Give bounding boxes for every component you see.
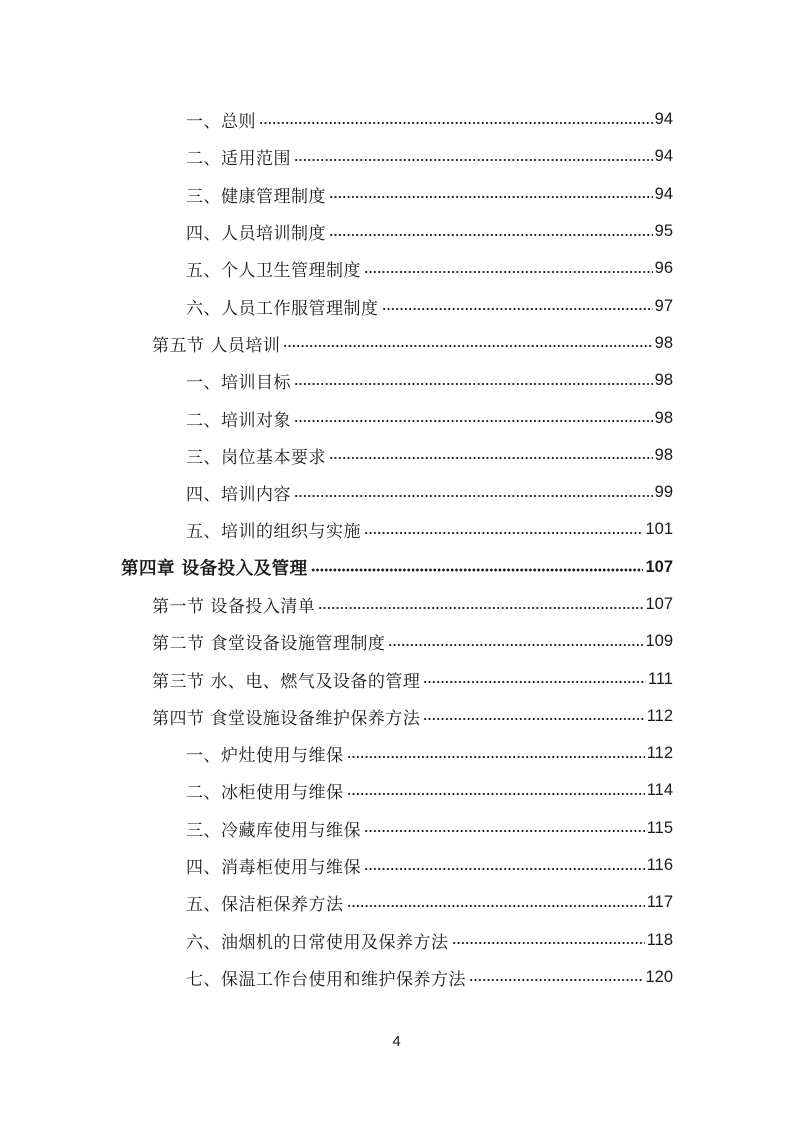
toc-section-entry[interactable] xyxy=(0,586,793,623)
toc-entry-title: 二、培训对象 xyxy=(186,410,291,431)
toc-entry-page: 97 xyxy=(654,296,673,315)
toc-entry-title: 二、冰柜使用与维保 xyxy=(186,783,344,804)
toc-entry[interactable] xyxy=(0,437,793,474)
toc-entry-page: 98 xyxy=(654,333,673,352)
toc-entry[interactable] xyxy=(0,399,793,436)
toc-entry-title: 第五节 人员培训 xyxy=(152,335,281,356)
toc-dot-leader xyxy=(294,418,653,424)
toc-entry-page: 107 xyxy=(645,595,673,613)
toc-entry-page: 112 xyxy=(646,744,673,763)
toc-entry-title: 五、培训的组织与实施 xyxy=(186,522,361,543)
toc-entry-title: 一、总则 xyxy=(186,112,256,133)
toc-entry-page: 98 xyxy=(654,371,673,390)
toc-dot-leader xyxy=(294,493,653,499)
toc-entry[interactable] xyxy=(0,884,793,921)
toc-section-entry[interactable] xyxy=(0,698,793,735)
toc-entry-page: 95 xyxy=(654,222,673,241)
toc-entry-title: 三、冷藏库使用与维保 xyxy=(186,820,361,841)
toc-entry-title: 第四节 食堂设施设备维护保养方法 xyxy=(152,708,421,729)
toc-dot-leader xyxy=(364,530,643,536)
toc-entry-title: 三、健康管理制度 xyxy=(186,186,326,207)
toc-entry-title: 七、保温工作台使用和维护保养方法 xyxy=(186,969,466,990)
toc-entry[interactable] xyxy=(0,511,793,548)
page-number: 4 xyxy=(392,1033,401,1050)
toc-entry-page: 109 xyxy=(645,632,673,651)
toc-dot-leader xyxy=(423,716,644,722)
toc-entry[interactable] xyxy=(0,735,793,772)
toc-entry[interactable] xyxy=(0,959,793,996)
toc-entry-title: 一、培训目标 xyxy=(186,373,291,394)
toc-entry-page: 94 xyxy=(654,184,673,203)
toc-section-entry[interactable] xyxy=(0,325,793,362)
toc-dot-leader xyxy=(469,977,643,983)
toc-entry-page: 118 xyxy=(646,930,673,949)
toc-entry[interactable] xyxy=(0,176,793,213)
toc-dot-leader xyxy=(452,940,645,946)
toc-dot-leader xyxy=(388,642,643,648)
toc-entry[interactable] xyxy=(0,250,793,287)
toc-entry[interactable] xyxy=(0,101,793,138)
toc-entry-page: 98 xyxy=(654,408,673,427)
toc-entry-page: 120 xyxy=(645,967,673,986)
toc-dot-leader xyxy=(329,232,653,238)
toc-entry-page: 94 xyxy=(654,147,673,166)
toc-dot-leader xyxy=(364,269,653,275)
toc-entry-title: 六、人员工作服管理制度 xyxy=(186,298,379,319)
toc-entry-page: 112 xyxy=(646,706,673,725)
table-of-contents xyxy=(0,101,793,996)
toc-entry[interactable] xyxy=(0,847,793,884)
toc-entry-title: 四、培训内容 xyxy=(186,485,291,506)
toc-entry-title: 五、个人卫生管理制度 xyxy=(186,261,361,282)
toc-entry-title: 一、炉灶使用与维保 xyxy=(186,746,344,767)
toc-entry-title: 四、消毒柜使用与维保 xyxy=(186,858,361,879)
toc-entry-title: 第四章 设备投入及管理 xyxy=(121,558,308,579)
toc-dot-leader xyxy=(364,866,645,872)
toc-dot-leader xyxy=(294,157,653,163)
toc-dot-leader xyxy=(259,120,653,126)
toc-dot-leader xyxy=(347,754,645,760)
toc-dot-leader xyxy=(329,194,653,200)
toc-entry-title: 第三节 水、电、燃气及设备的管理 xyxy=(152,671,421,692)
toc-entry[interactable] xyxy=(0,362,793,399)
toc-dot-leader xyxy=(329,455,653,461)
toc-dot-leader xyxy=(318,605,643,611)
toc-entry[interactable] xyxy=(0,922,793,959)
toc-entry[interactable] xyxy=(0,772,793,809)
toc-entry-page: 114 xyxy=(646,781,673,800)
toc-entry-title: 四、人员培训制度 xyxy=(186,224,326,245)
toc-entry[interactable] xyxy=(0,474,793,511)
toc-entry[interactable] xyxy=(0,138,793,175)
toc-entry-page: 99 xyxy=(654,483,673,502)
toc-entry-page: 117 xyxy=(646,893,673,912)
toc-entry-title: 五、保洁柜保养方法 xyxy=(186,895,344,916)
toc-entry-page: 116 xyxy=(646,856,673,875)
toc-entry-page: 115 xyxy=(646,818,673,837)
toc-entry[interactable] xyxy=(0,287,793,324)
toc-dot-leader xyxy=(364,828,645,834)
toc-entry-title: 三、岗位基本要求 xyxy=(186,447,326,468)
toc-entry-page: 111 xyxy=(647,669,673,688)
toc-section-entry[interactable] xyxy=(0,660,793,697)
toc-section-entry[interactable] xyxy=(0,623,793,660)
toc-entry[interactable] xyxy=(0,810,793,847)
toc-chapter-entry[interactable] xyxy=(0,549,793,586)
toc-entry-title: 第二节 食堂设备设施管理制度 xyxy=(152,634,386,655)
toc-entry-title: 第一节 设备投入清单 xyxy=(152,597,316,617)
toc-dot-leader xyxy=(347,903,645,909)
toc-entry-page: 107 xyxy=(645,557,673,576)
toc-dot-leader xyxy=(347,791,645,797)
toc-entry-page: 101 xyxy=(645,520,673,539)
toc-dot-leader xyxy=(294,381,653,387)
toc-entry[interactable] xyxy=(0,213,793,250)
toc-dot-leader xyxy=(423,679,646,685)
toc-entry-page: 94 xyxy=(654,110,673,129)
toc-dot-leader xyxy=(283,343,652,349)
toc-entry-title: 二、适用范围 xyxy=(186,149,291,170)
toc-dot-leader xyxy=(311,567,644,574)
toc-entry-title: 六、油烟机的日常使用及保养方法 xyxy=(186,932,449,953)
toc-dot-leader xyxy=(382,306,653,312)
toc-entry-page: 96 xyxy=(654,259,673,278)
toc-entry-page: 98 xyxy=(654,445,673,464)
